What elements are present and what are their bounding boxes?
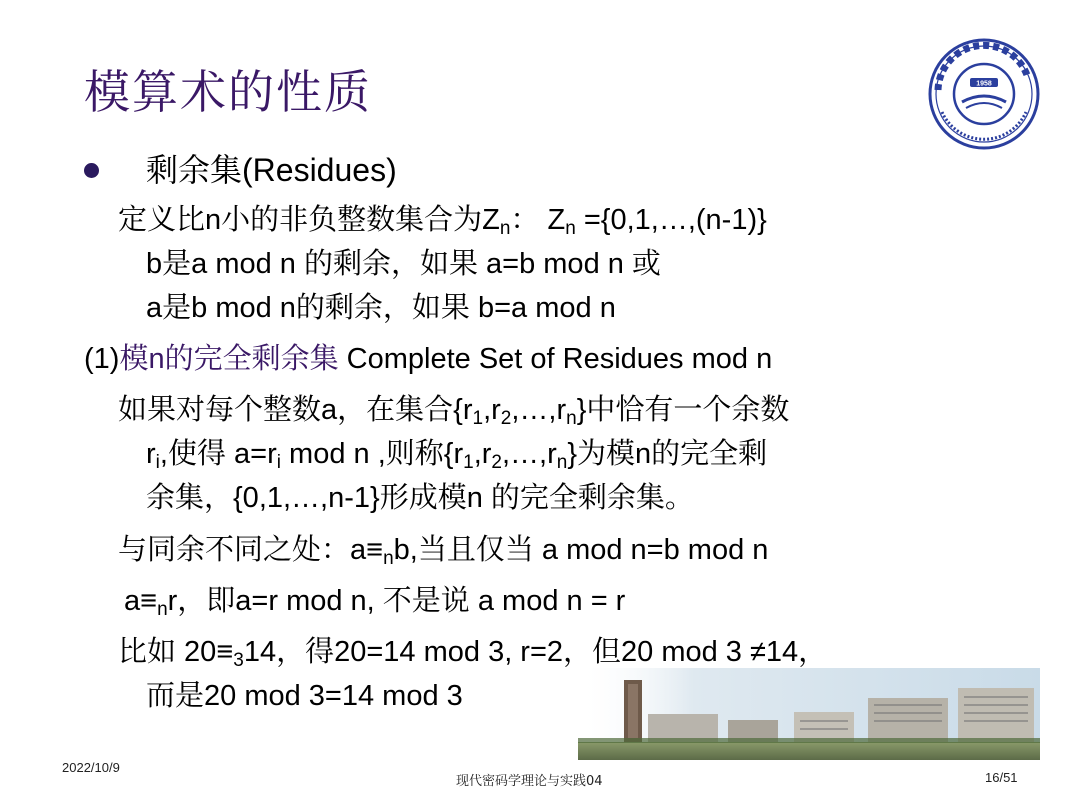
para2-sub-5: n — [556, 452, 568, 473]
residue-line-1: b是a mod n 的剩余，如果 a=b mod n 或 — [146, 248, 661, 280]
example-line-1 — [118, 634, 827, 670]
diff2-sub: n — [157, 599, 168, 620]
complete-set-para-line-1 — [118, 392, 789, 428]
para2-text-f: }为模n的完全剩 — [567, 438, 768, 470]
para2-sub-1: i — [155, 452, 160, 473]
para2-sub-4: 2 — [491, 452, 502, 473]
definition-subscript-2: n — [565, 218, 576, 239]
university-logo-icon — [928, 38, 1040, 150]
definition-text-c: ={0,1,…,(n-1)} — [575, 204, 767, 236]
para1-text-c: ,…,r — [511, 394, 567, 426]
para1-sub-3: n — [566, 408, 577, 429]
diff1-sub: n — [383, 548, 394, 569]
para1-sub-1: 1 — [472, 408, 484, 429]
footer-page-number: 16/51 — [985, 770, 1018, 785]
residue-line-2: a是b mod n的剩余，如果 b=a mod n — [146, 292, 616, 324]
example-line-2: 而是20 mod 3=14 mod 3 — [146, 680, 463, 712]
bullet-heading: 剩余集(Residues) — [146, 152, 397, 188]
complete-set-english: Complete Set of Residues mod n — [338, 343, 773, 375]
definition-text-a: 定义比n小的非负整数集合为Z — [118, 204, 500, 236]
example-text-a: 比如 20≡ — [118, 636, 234, 668]
complete-set-para-line-2 — [146, 436, 767, 472]
para2-text-e: ,…,r — [501, 438, 557, 470]
definition-subscript-1: n — [499, 218, 511, 239]
slide-title: 模算术的性质 — [84, 65, 372, 119]
example-text-b: 14，得20=14 mod 3, r=2，但20 mod 3 ≠14， — [243, 636, 828, 668]
bullet-dot-icon — [84, 163, 99, 178]
para1-sub-2: 2 — [500, 408, 512, 429]
para1-text-a: 如果对每个整数a，在集合{r — [118, 394, 473, 426]
para2-text-c: mod n ,则称{r — [280, 438, 464, 470]
diff2-text-a: a≡ — [124, 585, 158, 617]
footer-date: 2022/10/9 — [62, 760, 120, 775]
para2-text-d: ,r — [473, 438, 492, 470]
diff1-text-b: b,当且仅当 a mod n=b mod n — [393, 534, 769, 566]
complete-set-highlight: 模n的完全剩余集 — [119, 343, 339, 375]
definition-text-b: ： Z — [510, 204, 566, 236]
definition-line — [118, 202, 767, 238]
complete-set-para-line-3: 余集，{0,1,…,n-1}形成模n 的完全剩余集。 — [146, 482, 694, 514]
para1-text-d: }中恰有一个余数 — [576, 394, 790, 426]
diff1-text-a: 与同余不同之处：a≡ — [118, 534, 384, 566]
para2-sub-2: i — [276, 452, 281, 473]
campus-photo — [578, 668, 1040, 760]
complete-set-prefix: (1) — [84, 343, 120, 375]
footer-course: 现代密码学理论与实践04 — [456, 774, 603, 789]
para2-text-b: ,使得 a=r — [159, 438, 277, 470]
difference-line-2 — [124, 583, 625, 619]
complete-set-heading — [84, 341, 772, 377]
difference-line-1 — [118, 532, 768, 568]
para1-text-b: ,r — [483, 394, 501, 426]
para2-sub-3: 1 — [463, 452, 474, 473]
para2-text-a: r — [146, 438, 156, 470]
logo-year: 1958 — [976, 80, 992, 88]
diff2-text-b: r，即a=r mod n, 不是说 a mod n = r — [167, 585, 626, 617]
example-sub: 3 — [233, 650, 244, 671]
